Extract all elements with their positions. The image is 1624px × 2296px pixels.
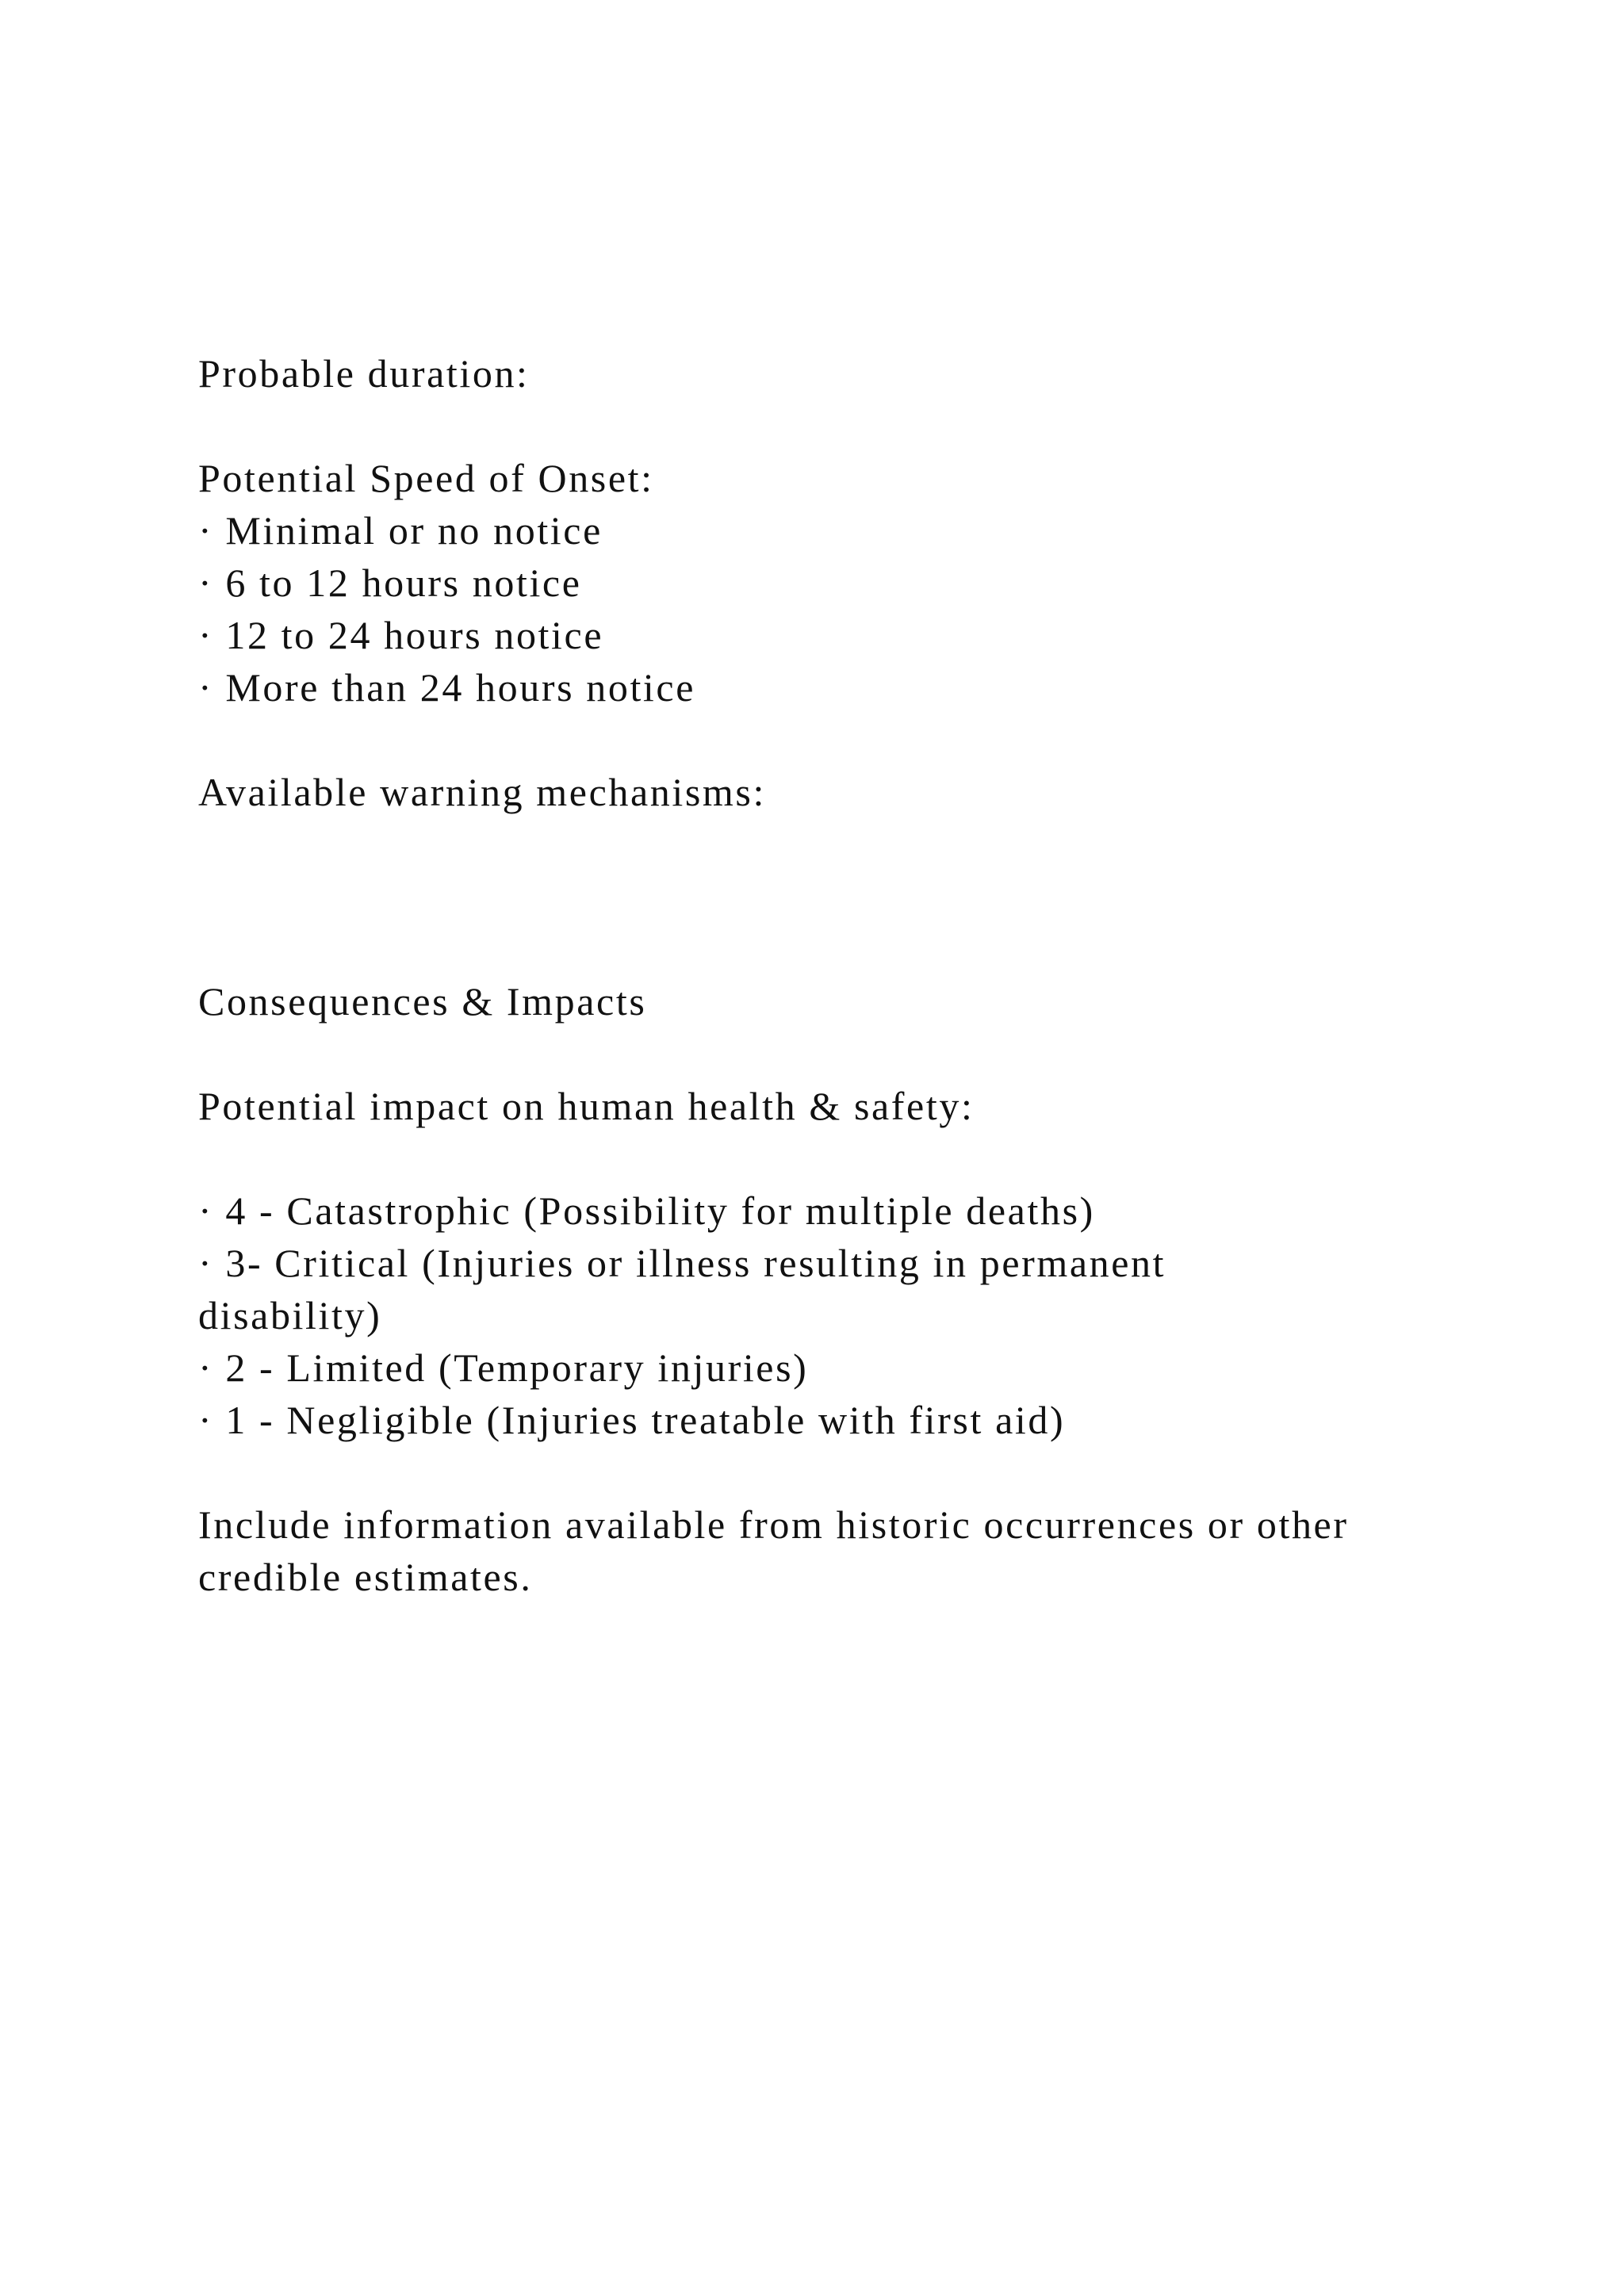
blank-line: [198, 1446, 1467, 1498]
health-safety-heading: Potential impact on human health & safety:: [198, 1084, 975, 1128]
list-item: · 12 to 24 hours notice: [198, 613, 604, 657]
consequences-heading: Consequences & Impacts: [198, 979, 647, 1024]
blank-line: [198, 1132, 1467, 1184]
blank-line: [198, 714, 1467, 766]
list-item: · Minimal or no notice: [198, 508, 603, 553]
include-info-line: credible estimates.: [198, 1555, 533, 1599]
include-info-line: Include information available from historic occurrences or other: [198, 1502, 1349, 1547]
list-item: · 6 to 12 hours notice: [198, 561, 582, 605]
speed-of-onset-heading: Potential Speed of Onset:: [198, 456, 654, 500]
probable-duration-label: Probable duration:: [198, 351, 530, 396]
list-item: · More than 24 hours notice: [198, 665, 696, 710]
document-body: [198, 347, 1467, 1603]
list-item: · 4 - Catastrophic (Possibility for multiple deaths): [198, 1188, 1095, 1233]
warning-mechanisms-label: Available warning mechanisms:: [198, 770, 766, 814]
list-item: · 1 - Negligible (Injuries treatable with first aid): [198, 1398, 1066, 1442]
blank-space: [198, 818, 1467, 975]
blank-line: [198, 400, 1467, 452]
list-item: · 3- Critical (Injuries or illness resulting in permanent: [198, 1241, 1166, 1285]
list-item: · 2 - Limited (Temporary injuries): [198, 1345, 809, 1390]
blank-line: [198, 1027, 1467, 1080]
list-item-continuation: disability): [198, 1293, 382, 1337]
